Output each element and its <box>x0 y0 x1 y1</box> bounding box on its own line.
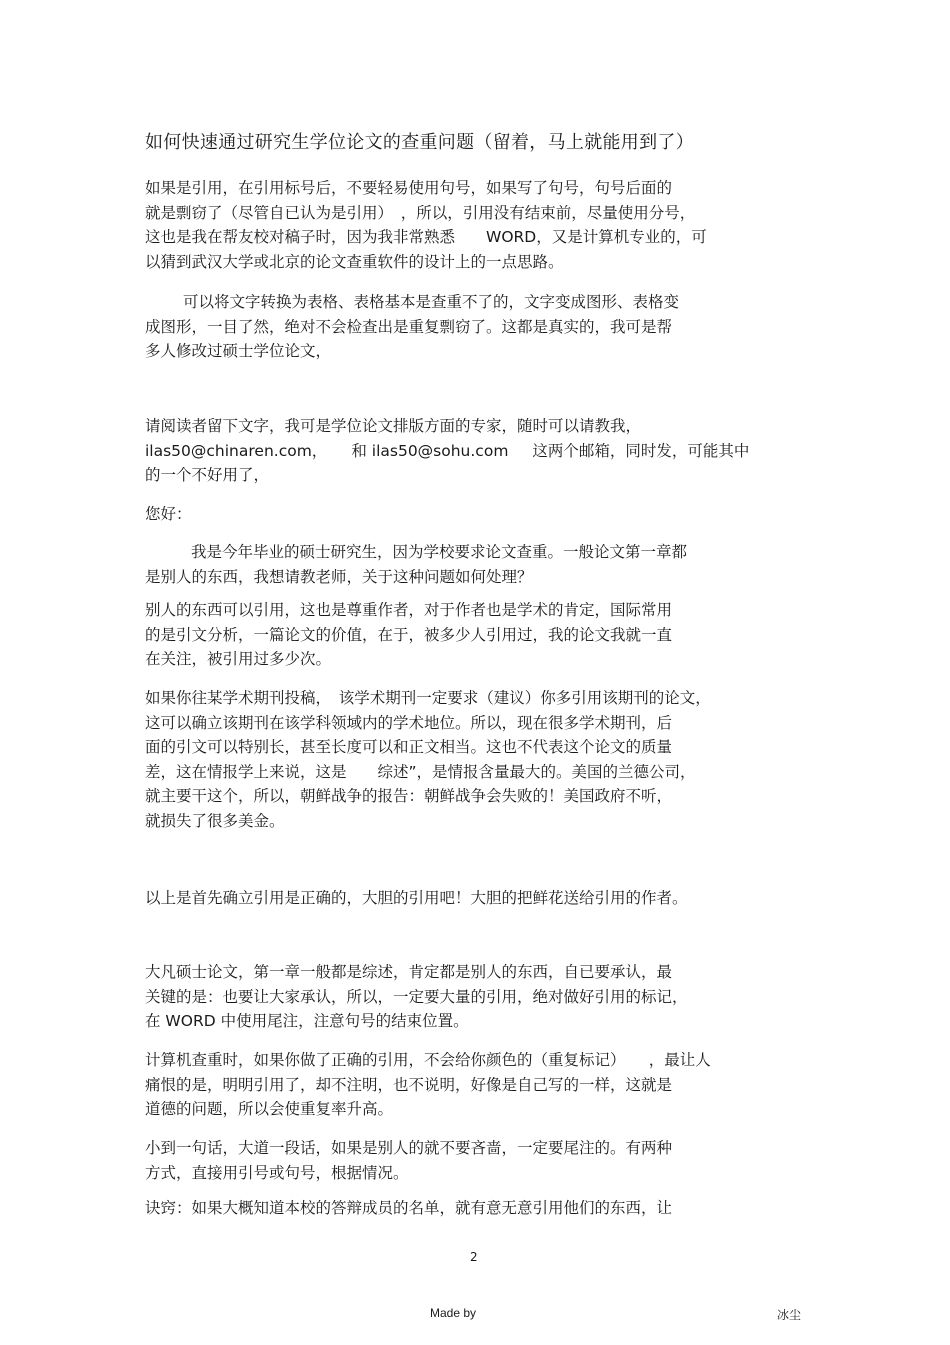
text-line: 的是引文分析，一篇论文的价值，在于，被多少人引用过，我的论文我就一直 <box>145 625 673 644</box>
text-line: 成图形，一目了然，绝对不会检查出是重复剽窃了。这都是真实的，我可是帮 <box>145 317 673 336</box>
emails-tail-text: 这两个邮箱，同时发，可能其中 <box>532 441 750 460</box>
email-chinaren[interactable]: ilas50@chinaren.com， <box>145 441 328 460</box>
page-number: 2 <box>470 1250 478 1264</box>
text-line: 诀窍：如果大概知道本校的答辩成员的名单，就有意无意引用他们的东西，让 <box>145 1199 673 1217</box>
text-line-emails <box>145 439 825 464</box>
paragraph-citation-analysis <box>145 598 825 672</box>
text-line: 这也是我在帮友校对稿子时，因为我非常熟悉 WORD，又是计算机专业的，可 <box>145 228 707 246</box>
footer-author: 冰尘 <box>777 1308 802 1322</box>
paragraph-master-thesis <box>145 960 825 1034</box>
text-line: 这可以确立该期刊在该学科领域内的学术地位。所以，现在很多学术期刊，后 <box>145 713 673 732</box>
text-line: 可以将文字转换为表格、表格基本是查重不了的，文字变成图形、表格变 <box>183 293 680 311</box>
footer-made-by: Made by <box>430 1306 477 1320</box>
text-line: 是别人的东西，我想请教老师，关于这种问题如何处理？ <box>145 567 533 586</box>
text-line: 我是今年毕业的硕士研究生，因为学校要求论文查重。一般论文第一章都 <box>191 543 688 561</box>
text-line: 在关注，被引用过多少次。 <box>145 650 332 668</box>
greeting: 您好： <box>145 505 192 523</box>
paragraph-endnotes <box>145 1136 825 1185</box>
and-text: 和 <box>351 441 367 460</box>
paragraph-tip <box>145 1196 825 1221</box>
paragraph-citation-period <box>145 176 825 274</box>
paragraph-journal-submission <box>145 686 825 833</box>
document-title: 如何快速通过研究生学位论文的查重问题（留着，马上就能用到了） <box>145 132 694 153</box>
paragraph-contact <box>145 414 825 488</box>
text-line: 多人修改过硕士学位论文， <box>145 342 332 360</box>
text-line: 如果你往某学术期刊投稿， 该学术期刊一定要求（建议）你多引用该期刊的论文， <box>145 689 711 707</box>
text-line: 关键的是：也要让大家承认，所以，一定要大量的引用，绝对做好引用的标记， <box>145 987 688 1006</box>
text-line: 方式，直接用引号或句号，根据情况。 <box>145 1163 409 1182</box>
paragraph-table-conversion <box>145 290 825 364</box>
paragraph-question <box>145 540 825 589</box>
text-line: 的一个不好用了， <box>145 466 270 484</box>
text-line: 以上是首先确立引用是正确的，大胆的引用吧！大胆的把鲜花送给引用的作者。 <box>145 889 688 907</box>
text-line: 面的引文可以特别长，甚至长度可以和正文相当。这也不代表这个论文的质量 <box>145 738 673 756</box>
text-line: 就是剽窃了（尽管自已认为是引用） ，所以，引用没有结束前，尽量使用分号， <box>145 203 696 222</box>
text-line: 就主要干这个，所以，朝鲜战争的报告：朝鲜战争会失败的！美国政府不听， <box>145 787 673 805</box>
text-line: 别人的东西可以引用，这也是尊重作者，对于作者也是学术的肯定，国际常用 <box>145 601 673 619</box>
text-line: 痛恨的是，明明引用了，却不注明，也不说明，好像是自己写的一样，这就是 <box>145 1075 673 1094</box>
text-line: 如果是引用，在引用标号后，不要轻易使用句号，如果写了句号，句号后面的 <box>145 179 673 197</box>
text-line: 就损失了很多美金。 <box>145 811 285 830</box>
text-line: 以猜到武汉大学或北京的论文查重软件的设计上的一点思路。 <box>145 252 564 271</box>
text-line: 差，这在情报学上来说，这是 综述”，是情报含量最大的。美国的兰德公司， <box>145 762 696 781</box>
text-line: 道德的问题，所以会使重复率升高。 <box>145 1100 394 1118</box>
email-sohu[interactable]: ilas50@sohu.com <box>371 441 509 460</box>
text-line: 大凡硕士论文，第一章一般都是综述，肯定都是别人的东西，自已要承认，最 <box>145 963 673 981</box>
paragraph-computer-check <box>145 1048 825 1122</box>
paragraph-summary <box>145 886 825 911</box>
text-line: 小到一句话，大道一段话，如果是别人的就不要吝啬，一定要尾注的。有两种 <box>145 1139 673 1157</box>
text-line: 请阅读者留下文字，我可是学位论文排版方面的专家，随时可以请教我， <box>145 417 642 435</box>
text-line: 计算机查重时，如果你做了正确的引用，不会给你颜色的（重复标记） ，最让人 <box>145 1051 711 1069</box>
text-line: 在 WORD 中使用尾注，注意句号的结束位置。 <box>145 1012 469 1030</box>
